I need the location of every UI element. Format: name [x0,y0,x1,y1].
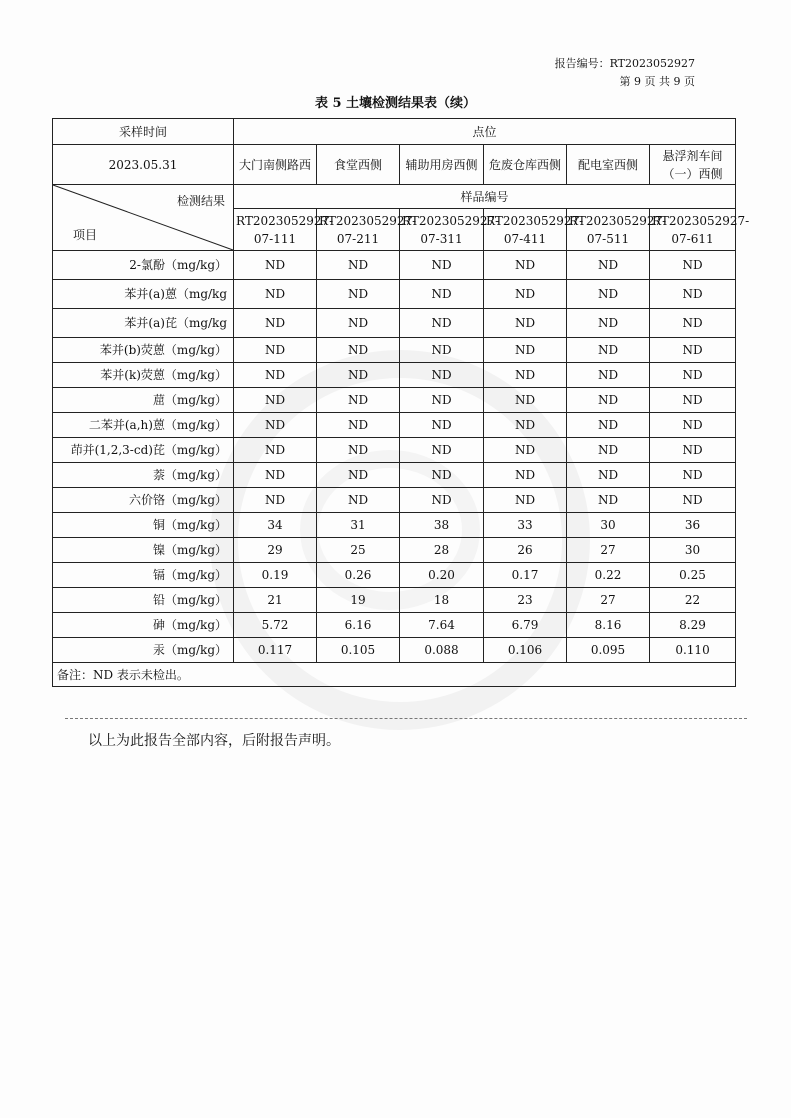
result-value: ND [234,280,317,309]
result-value: 5.72 [234,613,317,638]
result-value: ND [567,309,650,338]
result-value: ND [484,363,567,388]
item-name: 苯并(a)芘（mg/kg [53,309,234,338]
result-value: ND [317,388,400,413]
result-value: ND [234,388,317,413]
table-row [53,463,736,488]
result-value: 6.79 [484,613,567,638]
result-value: 0.088 [400,638,484,663]
result-value: ND [317,309,400,338]
result-value: ND [234,463,317,488]
item-name: 铜（mg/kg） [53,513,234,538]
table-row [53,280,736,309]
result-value: 31 [317,513,400,538]
table-note: 备注：ND 表示未检出。 [53,663,736,687]
result-value: ND [567,280,650,309]
result-value: ND [317,363,400,388]
result-value: ND [567,338,650,363]
result-value: 28 [400,538,484,563]
item-name: 茚并(1,2,3-cd)芘（mg/kg） [53,438,234,463]
diag-result-label: 检测结果 [176,194,225,208]
result-value: ND [567,463,650,488]
result-value: ND [317,413,400,438]
result-value: 38 [400,513,484,538]
location-name: 辅助用房西侧 [400,145,484,185]
result-value: ND [650,413,736,438]
result-value: ND [317,251,400,280]
result-value: 22 [650,588,736,613]
result-value: ND [234,488,317,513]
location-name: 配电室西侧 [567,145,650,185]
table-row [53,338,736,363]
result-value: 0.105 [317,638,400,663]
sampling-time-label: 采样时间 [53,119,234,145]
result-value: ND [650,338,736,363]
item-name: 苯并(k)荧蒽（mg/kg） [53,363,234,388]
result-value: 0.22 [567,563,650,588]
diag-item-label: 项目 [73,228,98,242]
result-value: 6.16 [317,613,400,638]
result-value: ND [484,463,567,488]
item-name: 二苯并(a,h)蒽（mg/kg） [53,413,234,438]
result-value: ND [567,438,650,463]
result-value: ND [234,413,317,438]
result-value: ND [650,488,736,513]
result-value: 27 [567,588,650,613]
result-value: ND [400,251,484,280]
result-value: ND [567,363,650,388]
result-value: ND [484,309,567,338]
result-value: ND [650,438,736,463]
result-value: ND [650,280,736,309]
result-value: 34 [234,513,317,538]
result-value: ND [650,309,736,338]
result-value: ND [650,463,736,488]
sample-id: RT2023052927-07-411 [484,209,567,251]
result-value: 0.20 [400,563,484,588]
result-value: 26 [484,538,567,563]
result-value: 0.17 [484,563,567,588]
result-value: 0.095 [567,638,650,663]
result-value: 18 [400,588,484,613]
result-value: ND [234,251,317,280]
table-row [53,251,736,280]
result-value: 0.26 [317,563,400,588]
result-value: 30 [567,513,650,538]
result-value: 27 [567,538,650,563]
table-row [53,513,736,538]
result-value: ND [400,280,484,309]
table-row [53,588,736,613]
table-row [53,613,736,638]
result-value: 30 [650,538,736,563]
result-value: 8.16 [567,613,650,638]
result-value: ND [234,438,317,463]
header-row-2 [53,145,736,185]
item-name: 汞（mg/kg） [53,638,234,663]
soil-results-table [52,118,750,687]
sampling-date: 2023.05.31 [53,145,234,185]
result-value: 23 [484,588,567,613]
sample-id: RT2023052927-07-111 [234,209,317,251]
item-name: 萘（mg/kg） [53,463,234,488]
result-value: ND [484,280,567,309]
result-value: 8.29 [650,613,736,638]
result-value: ND [484,438,567,463]
divider-line [65,718,747,719]
result-value: ND [484,251,567,280]
item-name: 铅（mg/kg） [53,588,234,613]
result-value: 25 [317,538,400,563]
result-value: ND [484,488,567,513]
item-name: 苯并(b)荧蒽（mg/kg） [53,338,234,363]
item-name: 镍（mg/kg） [53,538,234,563]
item-name: 苯并(a)蒽（mg/kg [53,280,234,309]
result-value: ND [317,488,400,513]
result-value: ND [567,413,650,438]
table-row [53,488,736,513]
result-value: ND [650,388,736,413]
result-value: 0.117 [234,638,317,663]
table-row [53,563,736,588]
page-info: 第 9 页 共 9 页 [619,75,695,88]
result-value: ND [567,251,650,280]
item-name: 镉（mg/kg） [53,563,234,588]
location-name: 大门南侧路西 [234,145,317,185]
result-value: ND [400,488,484,513]
result-value: ND [317,463,400,488]
result-value: 0.110 [650,638,736,663]
table-row [53,538,736,563]
header-row-3 [53,185,736,209]
location-name: 危废仓库西侧 [484,145,567,185]
table-caption: 表 5 土壤检测结果表（续） [314,96,477,111]
report-number: 报告编号：RT2023052927 [554,57,695,70]
result-value: ND [400,438,484,463]
result-value: ND [400,363,484,388]
result-value: ND [234,338,317,363]
result-value: ND [400,463,484,488]
result-value: ND [567,488,650,513]
diagonal-header-cell [53,185,234,251]
result-value: 29 [234,538,317,563]
item-name: 六价铬（mg/kg） [53,488,234,513]
result-value: 0.106 [484,638,567,663]
result-value: ND [234,309,317,338]
result-value: ND [317,338,400,363]
table-row [53,363,736,388]
result-value: ND [484,388,567,413]
sample-id: RT2023052927-07-511 [567,209,650,251]
result-value: 0.19 [234,563,317,588]
sample-id: RT2023052927-07-311 [400,209,484,251]
result-value: 21 [234,588,317,613]
result-value: ND [400,309,484,338]
item-name: 砷（mg/kg） [53,613,234,638]
item-name: 䓛（mg/kg） [53,388,234,413]
item-name: 2-氯酚（mg/kg） [53,251,234,280]
sample-no-label: 样品编号 [234,185,736,209]
result-value: ND [650,363,736,388]
table-row [53,413,736,438]
table-row [53,438,736,463]
result-value: ND [484,338,567,363]
result-value: ND [567,388,650,413]
result-value: 36 [650,513,736,538]
table-row [53,388,736,413]
result-value: 33 [484,513,567,538]
result-value: ND [317,438,400,463]
location-name: 悬浮剂车间（一）西侧 [650,145,736,185]
sample-id: RT2023052927-07-211 [317,209,400,251]
result-value: ND [234,363,317,388]
closing-statement: 以上为此报告全部内容，后附报告声明。 [88,733,340,749]
result-value: ND [484,413,567,438]
sample-id: RT2023052927-07-611 [650,209,736,251]
location-label: 点位 [234,119,736,145]
result-value: 7.64 [400,613,484,638]
table-row [53,638,736,663]
result-value: 19 [317,588,400,613]
table-row [53,309,736,338]
result-value: 0.25 [650,563,736,588]
result-value: ND [650,251,736,280]
header-row-1 [53,119,736,145]
result-value: ND [400,388,484,413]
location-name: 食堂西侧 [317,145,400,185]
result-value: ND [400,338,484,363]
result-value: ND [317,280,400,309]
note-row [53,663,736,687]
result-value: ND [400,413,484,438]
